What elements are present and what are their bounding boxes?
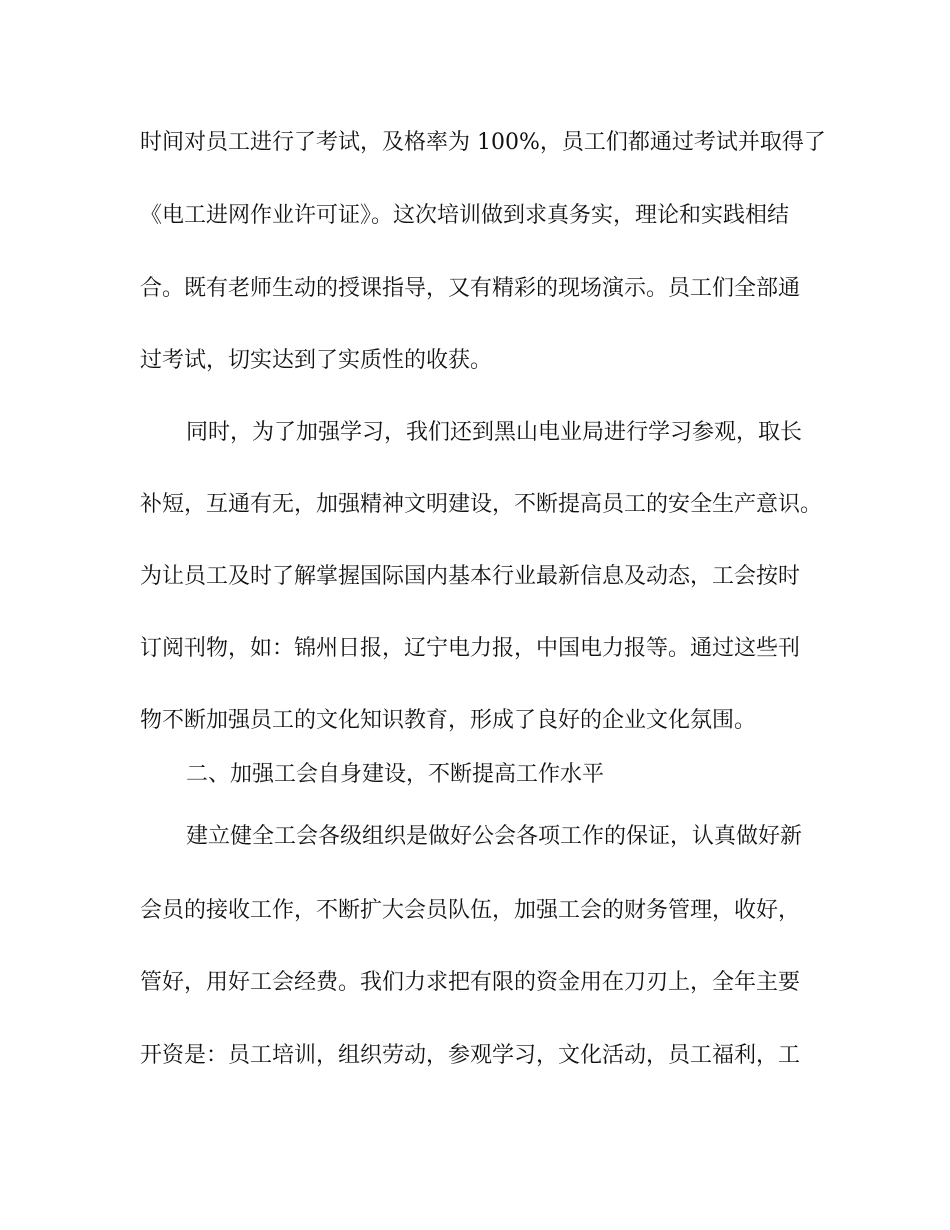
paragraph-line: 合。既有老师生动的授课指导，又有精彩的现场演示。员工们全部通 — [140, 276, 801, 301]
paragraph-line: 补短，互通有无，加强精神文明建设，不断提高员工的安全生产意识。 — [140, 492, 823, 517]
paragraph-line: 过考试，切实达到了实质性的收获。 — [140, 348, 493, 373]
paragraph-line: 《电工进网作业许可证》。这次培训做到求真务实，理论和实践相结 — [140, 203, 790, 228]
paragraph-first-line: 建立健全工会各级组织是做好公会各项工作的保证，认真做好新 — [186, 824, 803, 849]
paragraph-line: 时间对员工进行了考试，及格率为 100%，员工们都通过考试并取得了 — [140, 130, 826, 155]
paragraph-line: 管好，用好工会经费。我们力求把有限的资金用在刀刃上，全年主要 — [140, 970, 801, 995]
section-heading: 二、加强工会自身建设，不断提高工作水平 — [186, 762, 605, 787]
paragraph-line: 为让员工及时了解掌握国际国内基本行业最新信息及动态，工会按时 — [140, 564, 801, 589]
paragraph-line: 会员的接收工作，不断扩大会员队伍，加强工会的财务管理，收好， — [140, 898, 801, 923]
paragraph-first-line: 同时，为了加强学习，我们还到黑山电业局进行学习参观，取长 — [186, 420, 803, 445]
paragraph-line: 物不断加强员工的文化知识教育，形成了良好的企业文化氛围。 — [140, 708, 757, 733]
paragraph-line: 订阅刊物，如：锦州日报，辽宁电力报，中国电力报等。通过这些刊 — [140, 636, 801, 661]
paragraph-line: 开资是：员工培训，组织劳动，参观学习，文化活动，员工福利，工 — [140, 1043, 801, 1068]
